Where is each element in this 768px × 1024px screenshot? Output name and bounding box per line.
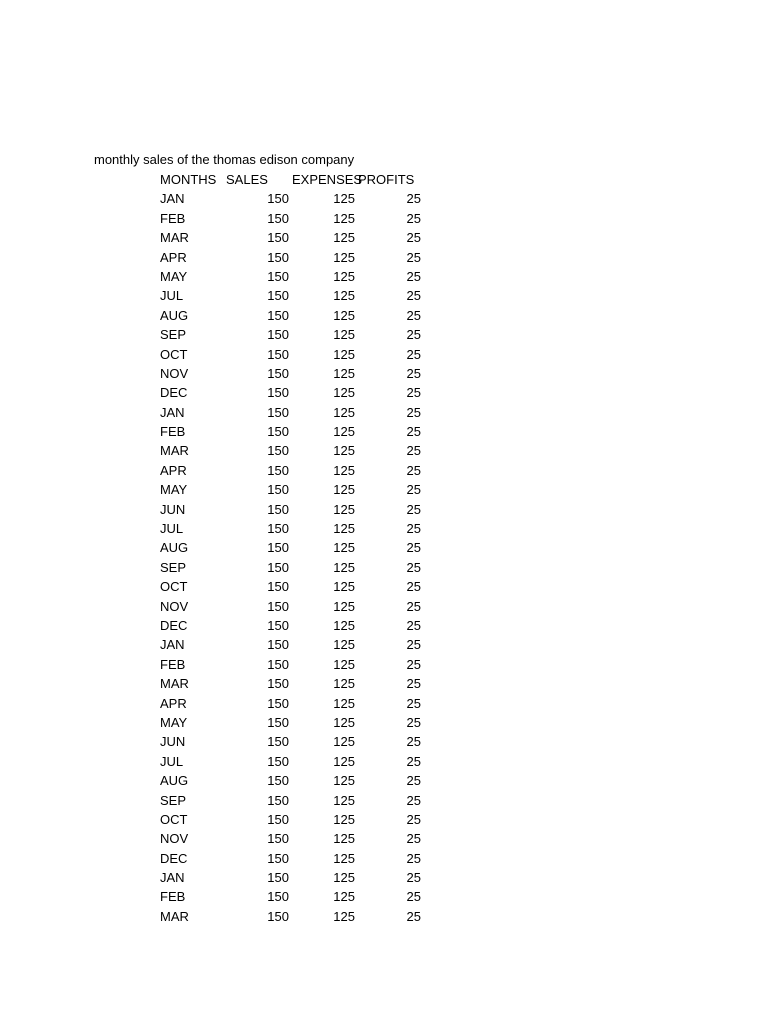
expenses-cell: 125 [333, 811, 355, 827]
sales-cell: 150 [267, 268, 289, 284]
sales-cell: 150 [267, 559, 289, 575]
expenses-cell: 125 [333, 773, 355, 789]
table-row [94, 713, 434, 732]
month-cell: JUN [160, 734, 186, 750]
expenses-cell: 125 [333, 908, 355, 924]
sales-cell: 150 [267, 870, 289, 886]
table-row [94, 209, 434, 228]
sheet-title: monthly sales of the thomas edison company [94, 152, 355, 167]
expenses-cell: 125 [333, 598, 355, 614]
sales-cell: 150 [267, 811, 289, 827]
table-row [94, 849, 434, 868]
month-cell: FEB [160, 424, 186, 440]
table-row [94, 189, 434, 208]
sales-cell: 150 [267, 462, 289, 478]
profits-cell: 25 [406, 656, 421, 672]
profits-cell: 25 [406, 559, 421, 575]
month-cell: DEC [160, 850, 188, 866]
expenses-cell: 125 [333, 365, 355, 381]
profits-cell: 25 [406, 579, 421, 595]
profits-cell: 25 [406, 831, 421, 847]
sales-cell: 150 [267, 482, 289, 498]
expenses-cell: 125 [333, 462, 355, 478]
sales-cell: 150 [267, 695, 289, 711]
table-row [94, 306, 434, 325]
table-row [94, 461, 434, 480]
profits-cell: 25 [406, 365, 421, 381]
expenses-cell: 125 [333, 404, 355, 420]
sales-cell: 150 [267, 676, 289, 692]
table-row [94, 422, 434, 441]
expenses-cell: 125 [333, 230, 355, 246]
month-cell: JUL [160, 521, 184, 537]
profits-cell: 25 [406, 695, 421, 711]
month-cell: APR [160, 695, 187, 711]
sales-cell: 150 [267, 831, 289, 847]
profits-cell: 25 [406, 327, 421, 343]
header-profits: PROFITS [358, 172, 415, 187]
profits-cell: 25 [406, 191, 421, 207]
month-cell: DEC [160, 385, 188, 401]
expenses-cell: 125 [333, 346, 355, 362]
table-row [94, 538, 434, 557]
month-cell: JUL [160, 753, 184, 769]
expenses-cell: 125 [333, 249, 355, 265]
table-row [94, 810, 434, 829]
month-cell: MAR [160, 443, 189, 459]
table-row [94, 635, 434, 654]
table-row [94, 674, 434, 693]
table-row [94, 519, 434, 538]
month-cell: OCT [160, 346, 188, 362]
expenses-cell: 125 [333, 191, 355, 207]
sales-cell: 150 [267, 540, 289, 556]
table-row [94, 791, 434, 810]
sales-cell: 150 [267, 385, 289, 401]
profits-cell: 25 [406, 385, 421, 401]
profits-cell: 25 [406, 889, 421, 905]
profits-cell: 25 [406, 773, 421, 789]
sales-cell: 150 [267, 346, 289, 362]
month-cell: FEB [160, 210, 186, 226]
expenses-cell: 125 [333, 559, 355, 575]
expenses-cell: 125 [333, 288, 355, 304]
month-cell: JAN [160, 191, 185, 207]
month-cell: JAN [160, 870, 185, 886]
month-cell: AUG [160, 773, 189, 789]
sales-cell: 150 [267, 307, 289, 323]
month-cell: MAR [160, 230, 189, 246]
profits-cell: 25 [406, 443, 421, 459]
table-row [94, 325, 434, 344]
expenses-cell: 125 [333, 695, 355, 711]
expenses-cell: 125 [333, 831, 355, 847]
expenses-cell: 125 [333, 482, 355, 498]
sales-cell: 150 [267, 598, 289, 614]
expenses-cell: 125 [333, 327, 355, 343]
month-cell: AUG [160, 540, 189, 556]
sales-cell: 150 [267, 230, 289, 246]
month-cell: FEB [160, 656, 186, 672]
sales-cell: 150 [267, 637, 289, 653]
profits-cell: 25 [406, 424, 421, 440]
profits-cell: 25 [406, 850, 421, 866]
profits-cell: 25 [406, 870, 421, 886]
table-row [94, 868, 434, 887]
expenses-cell: 125 [333, 656, 355, 672]
profits-cell: 25 [406, 230, 421, 246]
expenses-cell: 125 [333, 889, 355, 905]
header-months: MONTHS [160, 172, 217, 187]
month-cell: FEB [160, 889, 186, 905]
expenses-cell: 125 [333, 443, 355, 459]
month-cell: MAY [160, 482, 188, 498]
sales-cell: 150 [267, 753, 289, 769]
profits-cell: 25 [406, 617, 421, 633]
table-row [94, 480, 434, 499]
expenses-cell: 125 [333, 424, 355, 440]
expenses-cell: 125 [333, 579, 355, 595]
month-cell: AUG [160, 307, 189, 323]
table-row [94, 441, 434, 460]
expenses-cell: 125 [333, 501, 355, 517]
sales-cell: 150 [267, 656, 289, 672]
expenses-cell: 125 [333, 268, 355, 284]
profits-cell: 25 [406, 249, 421, 265]
profits-cell: 25 [406, 288, 421, 304]
expenses-cell: 125 [333, 637, 355, 653]
sales-cell: 150 [267, 191, 289, 207]
sales-cell: 150 [267, 734, 289, 750]
expenses-cell: 125 [333, 714, 355, 730]
profits-cell: 25 [406, 346, 421, 362]
sales-cell: 150 [267, 908, 289, 924]
profits-cell: 25 [406, 210, 421, 226]
table-row [94, 345, 434, 364]
expenses-cell: 125 [333, 870, 355, 886]
table-row [94, 771, 434, 790]
table-row [94, 616, 434, 635]
table-row [94, 228, 434, 247]
expenses-cell: 125 [333, 734, 355, 750]
sales-cell: 150 [267, 792, 289, 808]
header-row [94, 170, 434, 189]
table-row [94, 829, 434, 848]
table-row [94, 577, 434, 596]
data-table [94, 170, 434, 926]
table-row [94, 694, 434, 713]
table-row [94, 403, 434, 422]
profits-cell: 25 [406, 598, 421, 614]
profits-cell: 25 [406, 540, 421, 556]
month-cell: SEP [160, 327, 187, 343]
header-sales: SALES [226, 172, 268, 187]
sales-cell: 150 [267, 521, 289, 537]
sales-cell: 150 [267, 889, 289, 905]
month-cell: MAY [160, 714, 188, 730]
table-row [94, 364, 434, 383]
month-cell: OCT [160, 579, 188, 595]
profits-cell: 25 [406, 714, 421, 730]
expenses-cell: 125 [333, 753, 355, 769]
month-cell: OCT [160, 811, 188, 827]
expenses-cell: 125 [333, 676, 355, 692]
table-row [94, 286, 434, 305]
sales-cell: 150 [267, 617, 289, 633]
sales-cell: 150 [267, 714, 289, 730]
profits-cell: 25 [406, 792, 421, 808]
sales-cell: 150 [267, 404, 289, 420]
month-cell: NOV [160, 365, 189, 381]
sales-cell: 150 [267, 773, 289, 789]
expenses-cell: 125 [333, 521, 355, 537]
profits-cell: 25 [406, 637, 421, 653]
profits-cell: 25 [406, 676, 421, 692]
month-cell: MAY [160, 268, 188, 284]
month-cell: JUL [160, 288, 184, 304]
expenses-cell: 125 [333, 385, 355, 401]
table-row [94, 558, 434, 577]
month-cell: JAN [160, 637, 185, 653]
month-cell: NOV [160, 831, 189, 847]
table-row [94, 383, 434, 402]
profits-cell: 25 [406, 734, 421, 750]
table-row [94, 752, 434, 771]
month-cell: SEP [160, 559, 187, 575]
sales-cell: 150 [267, 424, 289, 440]
profits-cell: 25 [406, 811, 421, 827]
sales-cell: 150 [267, 249, 289, 265]
header-expenses: EXPENSES [292, 172, 363, 187]
table-row [94, 248, 434, 267]
expenses-cell: 125 [333, 540, 355, 556]
expenses-cell: 125 [333, 307, 355, 323]
table-row [94, 500, 434, 519]
month-cell: NOV [160, 598, 189, 614]
sales-cell: 150 [267, 579, 289, 595]
profits-cell: 25 [406, 482, 421, 498]
sales-cell: 150 [267, 850, 289, 866]
month-cell: DEC [160, 617, 188, 633]
profits-cell: 25 [406, 268, 421, 284]
profits-cell: 25 [406, 404, 421, 420]
expenses-cell: 125 [333, 617, 355, 633]
month-cell: JUN [160, 501, 186, 517]
expenses-cell: 125 [333, 210, 355, 226]
table-row [94, 907, 434, 926]
sales-cell: 150 [267, 365, 289, 381]
profits-cell: 25 [406, 307, 421, 323]
month-cell: MAR [160, 676, 189, 692]
month-cell: MAR [160, 908, 189, 924]
expenses-cell: 125 [333, 850, 355, 866]
table-row [94, 597, 434, 616]
sales-cell: 150 [267, 443, 289, 459]
table-row [94, 887, 434, 906]
profits-cell: 25 [406, 521, 421, 537]
sales-cell: 150 [267, 210, 289, 226]
profits-cell: 25 [406, 462, 421, 478]
sales-cell: 150 [267, 501, 289, 517]
month-cell: JAN [160, 404, 185, 420]
month-cell: SEP [160, 792, 187, 808]
month-cell: APR [160, 462, 187, 478]
profits-cell: 25 [406, 501, 421, 517]
profits-cell: 25 [406, 908, 421, 924]
table-row [94, 267, 434, 286]
sales-cell: 150 [267, 327, 289, 343]
table-row [94, 655, 434, 674]
sales-cell: 150 [267, 288, 289, 304]
expenses-cell: 125 [333, 792, 355, 808]
table-row [94, 732, 434, 751]
profits-cell: 25 [406, 753, 421, 769]
month-cell: APR [160, 249, 187, 265]
